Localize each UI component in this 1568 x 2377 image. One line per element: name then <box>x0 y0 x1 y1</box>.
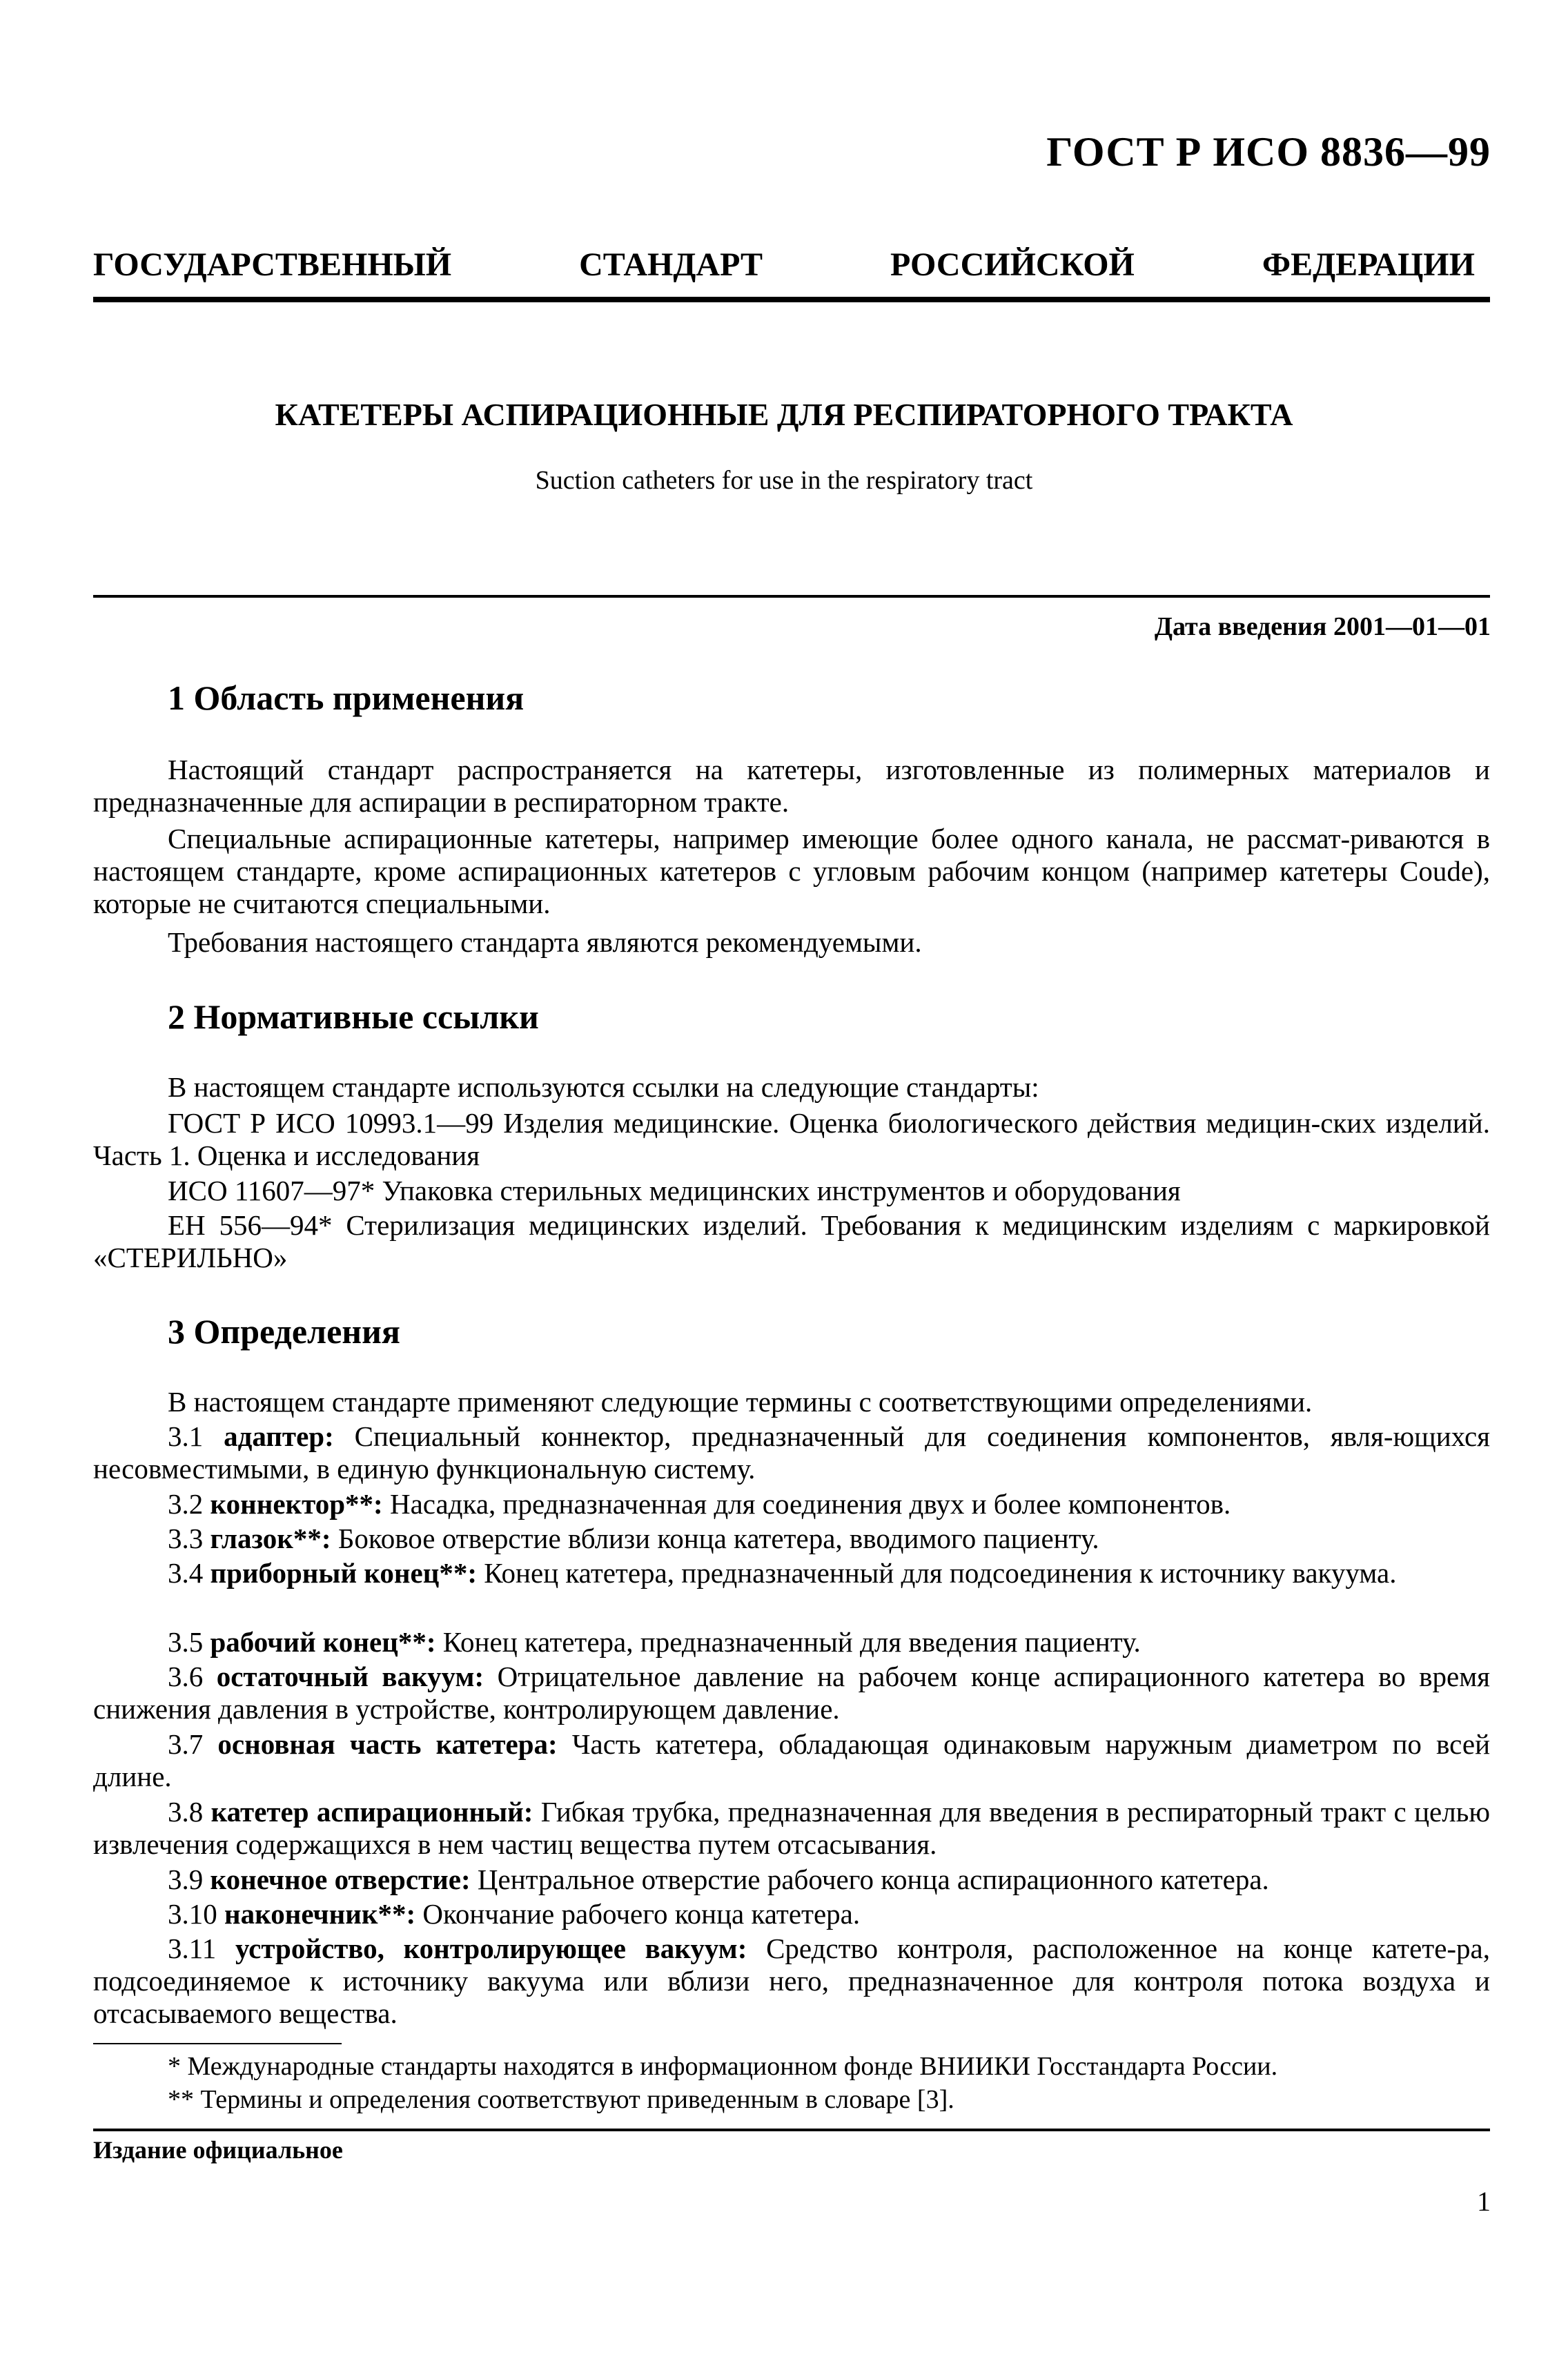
reference-item: ИСО 11607—97* Упаковка стерильных медицинских инструментов и оборудования <box>168 1175 1181 1206</box>
footnote: ** Термины и определения соответствуют приведенным в словаре [3]. <box>168 2085 954 2114</box>
footer-divider <box>93 2129 1490 2131</box>
definition-term: наконечник**: <box>224 1898 416 1930</box>
definition-item: 3.9 конечное отверстие: Центральное отверстие рабочего конца аспирационного катетера. <box>168 1864 1269 1895</box>
section-1-title: 1 Область применения <box>168 678 525 717</box>
section-2-paragraph: В настоящем стандарте используются ссылки на следующие стандарты: <box>168 1071 1039 1103</box>
definition-term: глазок**: <box>210 1523 331 1554</box>
section-1-paragraph: Специальные аспирационные катетеры, например имеющие более одного канала, не рассмат-риваются в настоящем стандарте, кроме аспирационных катетеров с угловым рабочим концом (например катетеры Coude), которые не считаются специальными. <box>93 823 1490 919</box>
document-title: КАТЕТЕРЫ АСПИРАЦИОННЫЕ ДЛЯ РЕСПИРАТОРНОГО ТРАКТА <box>275 397 1293 432</box>
definition-item: 3.10 наконечник**: Окончание рабочего конца катетера. <box>168 1898 861 1930</box>
reference-item: ГОСТ Р ИСО 10993.1—99 Изделия медицинские. Оценка биологического действия медицин-ских изделий. Часть 1. Оценка и исследования <box>93 1107 1490 1171</box>
definition-item: 3.2 коннектор**: Насадка, предназначенная для соединения двух и более компонентов. <box>168 1488 1231 1520</box>
document-code: ГОСТ Р ИСО 8836—99 <box>1046 129 1491 175</box>
introduction-date: Дата введения 2001—01—01 <box>1154 612 1491 641</box>
definition-item: 3.1 адаптер: Специальный коннектор, предназначенный для соединения компонентов, явля-ющихся несовместимыми, в единую функциональную систему. <box>93 1420 1491 1485</box>
definition-item: 3.7 основная часть катетера: Часть катетера, обладающая одинаковым наружным диаметром по всей длине. <box>93 1728 1491 1792</box>
state-title-word: ГОСУДАРСТВЕННЫЙ <box>93 246 452 283</box>
section-3-title: 3 Определения <box>168 1312 400 1351</box>
definition-term: коннектор**: <box>210 1488 383 1520</box>
footnote: * Международные стандарты находятся в информационном фонде ВНИИКИ Госстандарта России. <box>168 2052 1278 2081</box>
state-title-word: ФЕДЕРАЦИИ <box>1262 246 1475 283</box>
definition-term: рабочий конец**: <box>210 1626 436 1658</box>
definition-term: остаточный вакуум: <box>216 1661 484 1692</box>
state-title-word: РОССИЙСКОЙ <box>890 246 1135 283</box>
definition-term: основная часть катетера: <box>217 1728 558 1760</box>
section-1-paragraph: Требования настоящего стандарта являются рекомендуемыми. <box>168 926 922 958</box>
section-1-paragraph: Настоящий стандарт распространяется на катетеры, изготовленные из полимерных материалов и предназначенные для аспирации в респираторном тракте. <box>93 754 1490 818</box>
definition-term: устройство, контролирующее вакуум: <box>235 1933 747 1964</box>
page-number: 1 <box>1477 2186 1491 2217</box>
definition-item: 3.11 устройство, контролирующее вакуум: Средство контроля, расположенное на конце катете-ра, подсоединяемое к источнику вакуума или вблизи него, предназначенное для контроля потока воздуха и отсасываемого вещества. <box>93 1933 1490 2029</box>
definition-term: адаптер: <box>224 1420 334 1452</box>
document-subtitle-en: Suction catheters for use in the respiratory tract <box>535 466 1033 495</box>
edition-label: Издание официальное <box>93 2136 343 2164</box>
definition-item: 3.8 катетер аспирационный: Гибкая трубка, предназначенная для введения в респираторный тракт с целью извлечения содержащихся в нем частиц вещества путем отсасывания. <box>93 1796 1491 1860</box>
title-divider <box>93 595 1490 598</box>
definition-item: 3.4 приборный конец**: Конец катетера, предназначенный для подсоединения к источнику вакуума. <box>168 1557 1397 1589</box>
footnote-divider <box>93 2043 342 2044</box>
definition-term: конечное отверстие: <box>210 1864 471 1895</box>
definition-term: приборный конец**: <box>210 1557 477 1589</box>
definition-item: 3.5 рабочий конец**: Конец катетера, предназначенный для введения пациенту. <box>168 1626 1141 1658</box>
state-title-word: СТАНДАРТ <box>579 246 763 283</box>
section-2-title: 2 Нормативные ссылки <box>168 997 539 1036</box>
section-3-intro: В настоящем стандарте применяют следующие термины с соответствующими определениями. <box>168 1386 1313 1418</box>
state-standard-title <box>93 246 1475 284</box>
reference-item: ЕН 556—94* Стерилизация медицинских изделий. Требования к медицинским изделиям с маркировкой «СТЕРИЛЬНО» <box>93 1209 1490 1273</box>
definition-item: 3.6 остаточный вакуум: Отрицательное давление на рабочем конце аспирационного катетера во время снижения давления в устройстве, контролирующем давление. <box>93 1661 1491 1725</box>
header-divider <box>93 297 1490 302</box>
definition-item: 3.3 глазок**: Боковое отверстие вблизи конца катетера, вводимого пациенту. <box>168 1523 1099 1554</box>
definition-term: катетер аспирационный: <box>210 1796 533 1828</box>
